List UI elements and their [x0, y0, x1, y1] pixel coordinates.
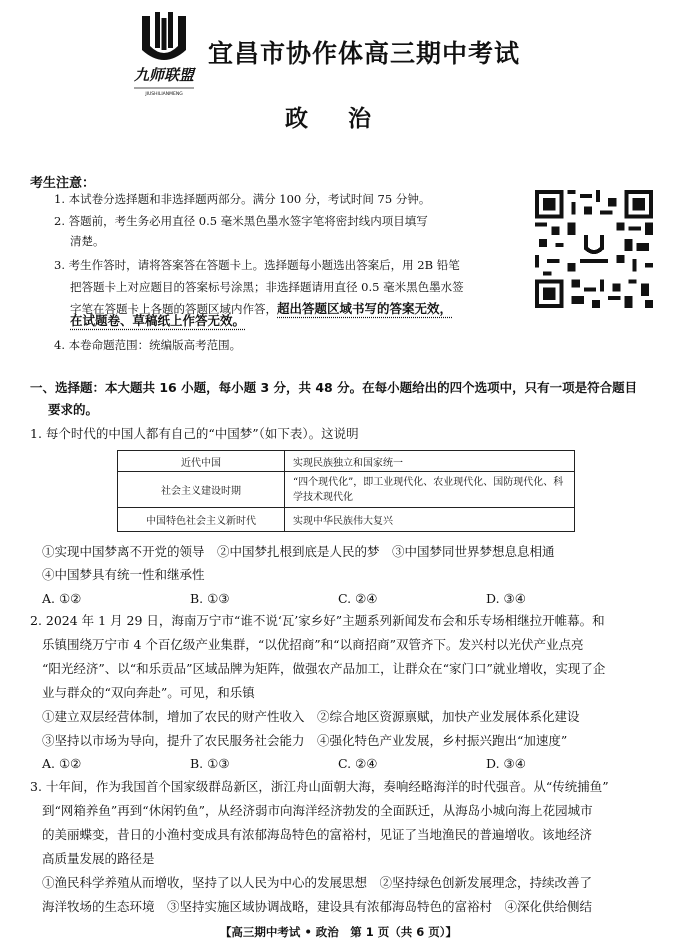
section-heading-line1: 一、选择题：本大题共 16 小题，每小题 3 分，共 48 分。在每小题给出的四个选项中，只有一项是符合题目: [30, 380, 638, 395]
q1-choice-c: C. ②④: [338, 591, 378, 606]
notice-warning-1: 超出答题区域书写的答案无效，: [277, 301, 453, 316]
q3-line-3: 的美丽蝶变，昔日的小渔村变成具有浓郁海岛特色的富裕村，见证了当地渔民的普遍增收。该地经济: [42, 827, 593, 842]
q2-choice-b: B. ①③: [190, 756, 230, 771]
notice-item-1: 1. 本试卷分选择题和非选择题两部分。满分 100 分，考试时间 75 分钟。: [54, 192, 431, 206]
q2-line-4: 业与群众的“双向奔赴”。可见，和乐镇: [42, 685, 255, 700]
q2-line-2: 乐镇围绕万宁市 4 个百亿级产业集群，“以优招商”和“以商招商”双管齐下。发兴村以光伏产业点亮: [42, 637, 584, 652]
q1-statements-line2: ④中国梦具有统一性和继承性: [42, 567, 205, 582]
table-row: [118, 472, 575, 508]
notice-item-3: 3. 考生作答时，请将答案答在答题卡上。选择题每小题选出答案后，用 2B 铅笔: [54, 258, 460, 272]
q2-choice-c: C. ②④: [338, 756, 378, 771]
q1-stem: 1. 每个时代的中国人都有自己的“中国梦”（如下表）。这说明: [30, 426, 359, 441]
q3-line-2: 到“网箱养鱼”再到“休闲钓鱼”，从经济弱市向海洋经济勃发的全面跃迁，从海岛小城向海上花园城市: [42, 803, 593, 818]
notice-item-3-text: 字笔在答题卡上各题的答题区域内作答，: [70, 302, 277, 316]
page-footer: 【高三期中考试 • 政治 第 1 页（共 6 页）】: [219, 925, 458, 939]
table-cell: 实现民族独立和国家统一: [285, 451, 575, 472]
section-heading-line2: 要求的。: [48, 402, 99, 417]
logo-subtext: JIUSHILIANMENG: [145, 92, 183, 97]
table-cell: 社会主义建设时期: [118, 472, 285, 508]
table-cell: “四个现代化”，即工业现代化、农业现代化、国防现代化、科学技术现代化: [285, 472, 575, 508]
notice-warning-2: 在试题卷、草稿纸上作答无效。: [70, 313, 246, 328]
q2-line-6: ③坚持以市场为导向，提升了农民服务社会能力 ④强化特色产业发展，乡村振兴跑出“加速度”: [42, 733, 568, 748]
table-cell: 实现中华民族伟大复兴: [285, 508, 575, 532]
q1-choice-b: B. ①③: [190, 591, 230, 606]
q2-line-5: ①建立双层经营体制，增加了农民的财产性收入 ②综合地区资源禀赋，加快产业发展体系化建设: [42, 709, 580, 724]
jiushi-logo: [128, 8, 200, 98]
q3-line-6: 海洋牧场的生态环境 ③坚持实施区域协调战略，建设具有浓郁海岛特色的富裕村 ④深化供给侧结: [42, 899, 593, 914]
notice-item-4: 4. 本卷命题范围：统编版高考范围。: [54, 338, 242, 352]
subject-title: 政治: [285, 106, 411, 132]
q2-choice-a: A. ①②: [42, 756, 82, 771]
q1-table: [117, 450, 575, 532]
q2-line-1: 2. 2024 年 1 月 29 日，海南万宁市“谁不说‘瓦’家乡好”主题系列新闻发布会和乐专场相继拉开帷幕。和: [30, 613, 605, 628]
table-row: [118, 508, 575, 532]
notice-item-3-cont1: 把答题卡上对应题目的答案标号涂黑；非选择题请用直径 0.5 毫米黑色墨水签: [70, 280, 464, 294]
q3-line-1: 3. 十年间，作为我国首个国家级群岛新区，浙江舟山面朝大海，奏响经略海洋的时代强音。从“传统捕鱼”: [30, 779, 609, 794]
section-heading: [30, 377, 655, 421]
q3-line-4: 高质量发展的路径是: [42, 851, 155, 866]
exam-title: 宜昌市协作体高三期中考试: [208, 39, 521, 68]
q3-line-5: ①渔民科学养殖从而增收，坚持了以人民为中心的发展思想 ②坚持绿色创新发展理念，持续改善了: [42, 875, 593, 890]
notice-item-2-cont: 清楚。: [70, 234, 105, 248]
q1-choice-d: D. ③④: [486, 591, 526, 606]
q1-choice-a: A. ①②: [42, 591, 82, 606]
table-cell: 中国特色社会主义新时代: [118, 508, 285, 532]
table-row: [118, 451, 575, 472]
qr-code: [535, 190, 653, 308]
q2-line-3: “阳光经济”、以“和乐贡品”区域品牌为矩阵，做强农产品加工，让群众在“家门口”就业增收，实现了企: [42, 661, 606, 676]
logo-text: 九师联盟: [133, 66, 195, 84]
q2-choice-d: D. ③④: [486, 756, 526, 771]
notice-item-2: 2. 答题前，考生务必用直径 0.5 毫米黑色墨水签字笔将密封线内项目填写: [54, 214, 428, 228]
table-cell: 近代中国: [118, 451, 285, 472]
notice-heading: 考生注意：: [30, 176, 96, 191]
q1-statements-line1: ①实现中国梦离不开党的领导 ②中国梦扎根到底是人民的梦 ③中国梦同世界梦想息息相通: [42, 544, 555, 559]
